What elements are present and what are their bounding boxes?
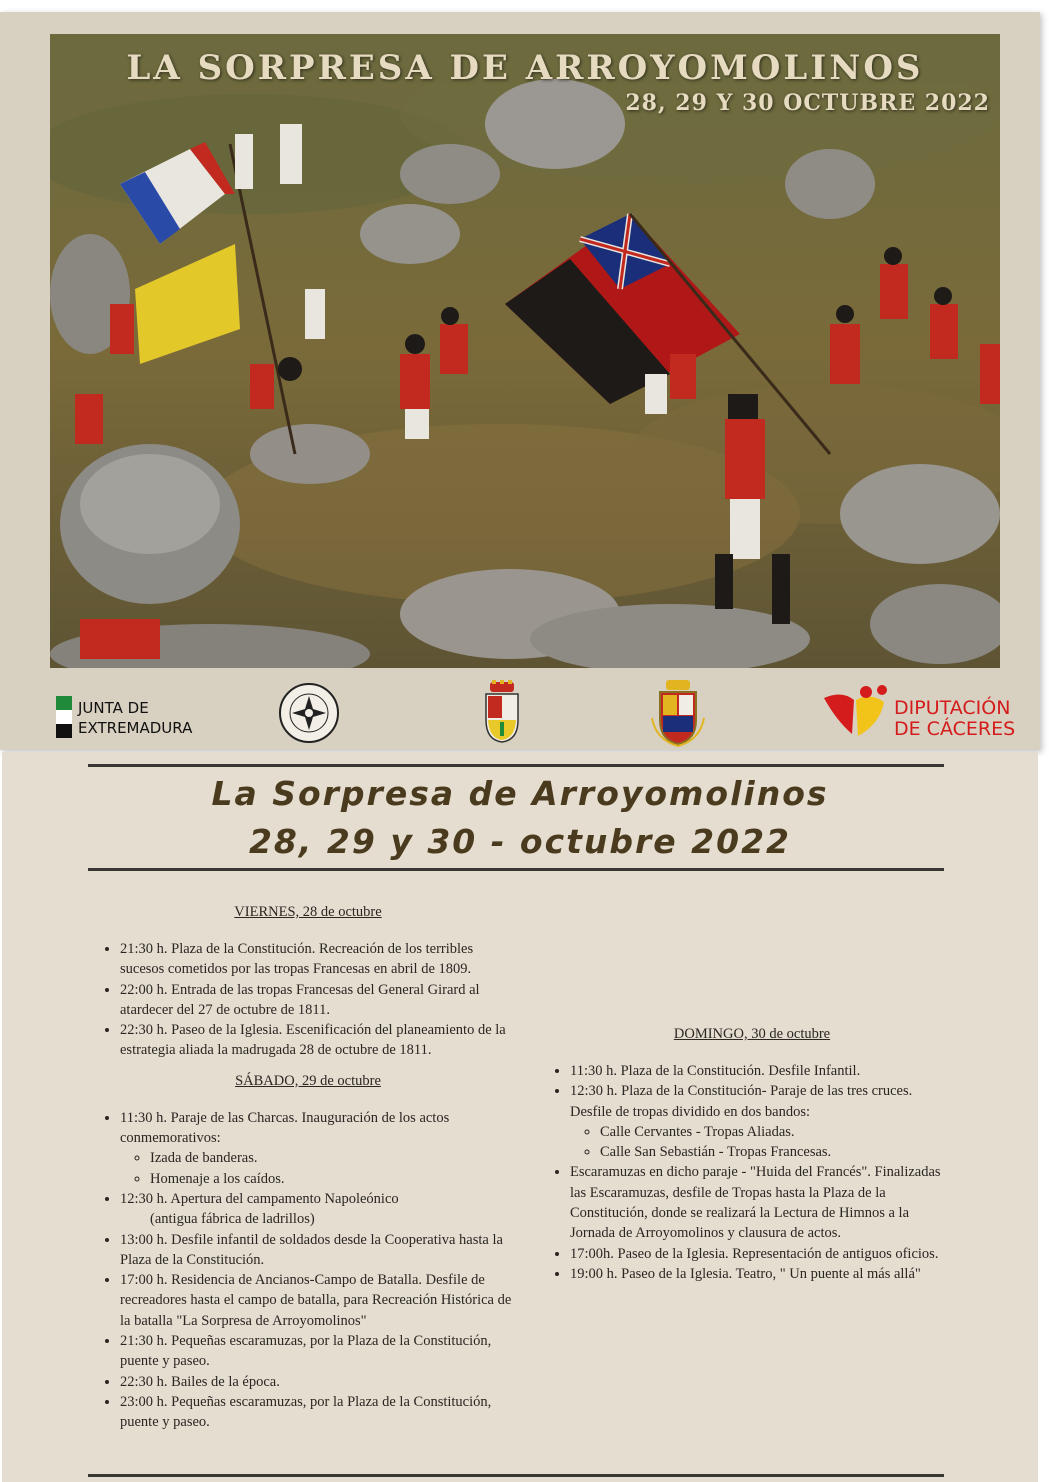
battle-photo bbox=[50, 34, 1000, 668]
sub-list-item: ◦ Calle San Sebastián - Tropas Francesas. bbox=[600, 1142, 952, 1162]
list-item-note: (antigua fábrica de ladrillos) bbox=[150, 1211, 315, 1228]
list-item: • 11:30 h. Plaza de la Constitución. Desfile Infantil. bbox=[570, 1061, 952, 1081]
poster-card bbox=[0, 12, 1040, 750]
list-item: • Escaramuzas en dicho paraje - "Huida del Francés". Finalizadas las Escaramuzas, desfile de Tropas hasta la Plaza de la Constitución, donde se realizará la Lectura de Himnos a la Jornada de Arroyomolinos y clausura de actos. bbox=[570, 1162, 952, 1243]
program-dates: 28, 29 y 30 - octubre 2022 bbox=[248, 822, 792, 861]
sub-list-item: ◦ Calle Cervantes - Tropas Aliadas. bbox=[600, 1122, 952, 1142]
day-heading-viernes: VIERNES, 28 de octubre bbox=[234, 904, 382, 920]
sabado-sublist bbox=[120, 1148, 514, 1189]
poster-title: LA SORPRESA DE ARROYOMOLINOS bbox=[126, 48, 924, 88]
diputacion-line-2: DE CÁCERES bbox=[894, 718, 1016, 740]
association-seal-icon bbox=[278, 682, 340, 748]
sub-list-item: ◦ Izada de banderas. bbox=[150, 1148, 514, 1168]
list-item: • 13:00 h. Desfile infantil de soldados desde la Cooperativa hasta la Plaza de la Constitución. bbox=[120, 1230, 514, 1271]
poster-dates: 28, 29 Y 30 OCTUBRE 2022 bbox=[625, 90, 990, 116]
domingo-list bbox=[552, 1061, 952, 1284]
battle-scene-illustration bbox=[50, 34, 1000, 668]
list-item: • 23:00 h. Pequeñas escaramuzas, por la Plaza de la Constitución, puente y paseo. bbox=[120, 1392, 514, 1433]
list-item-text: 12:30 h. Plaza de la Constitución- Paraje de las tres cruces. Desfile de tropas dividido en dos bandos: bbox=[570, 1083, 913, 1120]
junta-text bbox=[78, 698, 192, 738]
middle-rule bbox=[88, 868, 944, 871]
viernes-list bbox=[102, 939, 514, 1061]
list-item-text: 12:30 h. Apertura del campamento Napoleónico bbox=[120, 1190, 399, 1207]
sponsor-logos bbox=[50, 676, 1016, 748]
list-item: • 22:30 h. Bailes de la época. bbox=[120, 1372, 514, 1392]
day-heading-domingo: DOMINGO, 30 de octubre bbox=[673, 1026, 831, 1042]
list-item bbox=[120, 1189, 514, 1230]
list-item: • 19:00 h. Paseo de la Iglesia. Teatro, " Un puente al más allá" bbox=[570, 1264, 952, 1284]
diputacion-caceres-logo bbox=[822, 684, 1016, 744]
junta-flag-icon bbox=[56, 696, 72, 738]
list-item: • 17:00 h. Residencia de Ancianos-Campo de Batalla. Desfile de recreadores hasta el campo de batalla, para Recreación Histórica de la batalla "La Sorpresa de Arroyomolinos" bbox=[120, 1270, 514, 1331]
junta-line-1: JUNTA DE bbox=[78, 699, 149, 717]
program-title: La Sorpresa de Arroyomolinos bbox=[211, 774, 829, 813]
sabado-list bbox=[102, 1108, 514, 1433]
right-column bbox=[552, 1026, 952, 1284]
day-heading-sabado: SÁBADO, 29 de octubre bbox=[235, 1072, 381, 1089]
diputacion-emblem-icon bbox=[822, 684, 888, 740]
diputacion-line-1: DIPUTACIÓN bbox=[894, 697, 1011, 719]
list-item: • 21:30 h. Pequeñas escaramuzas, por la Plaza de la Constitución, puente y paseo. bbox=[120, 1331, 514, 1372]
municipal-crest-icon bbox=[482, 680, 522, 748]
bottom-rule bbox=[88, 1474, 944, 1477]
top-rule bbox=[88, 764, 944, 767]
list-item: • 17:00h. Paseo de la Iglesia. Representación de antiguos oficios. bbox=[570, 1244, 952, 1264]
diputacion-text bbox=[894, 698, 1015, 740]
left-column bbox=[102, 904, 514, 1433]
program-card bbox=[2, 752, 1038, 1482]
list-item bbox=[570, 1081, 952, 1162]
list-item bbox=[120, 1108, 514, 1189]
list-item-text: 11:30 h. Paraje de las Charcas. Inauguración de los actos conmemorativos: bbox=[120, 1109, 450, 1147]
list-item: • 22:30 h. Paseo de la Iglesia. Escenificación del planeamiento de la estrategia aliada la madrugada 28 de octubre de 1811. bbox=[120, 1020, 514, 1061]
list-item: • 22:00 h. Entrada de las tropas Francesas del General Girard al atardecer del 27 de octubre de 1811. bbox=[120, 980, 514, 1021]
domingo-sublist bbox=[570, 1122, 952, 1163]
sub-list-item: ◦ Homenaje a los caídos. bbox=[150, 1169, 514, 1189]
regional-crest-icon bbox=[650, 678, 706, 752]
junta-line-2: EXTREMADURA bbox=[78, 719, 193, 737]
list-item: • 21:30 h. Plaza de la Constitución. Recreación de los terribles sucesos cometidos por las tropas Francesas en abril de 1809. bbox=[120, 939, 514, 980]
